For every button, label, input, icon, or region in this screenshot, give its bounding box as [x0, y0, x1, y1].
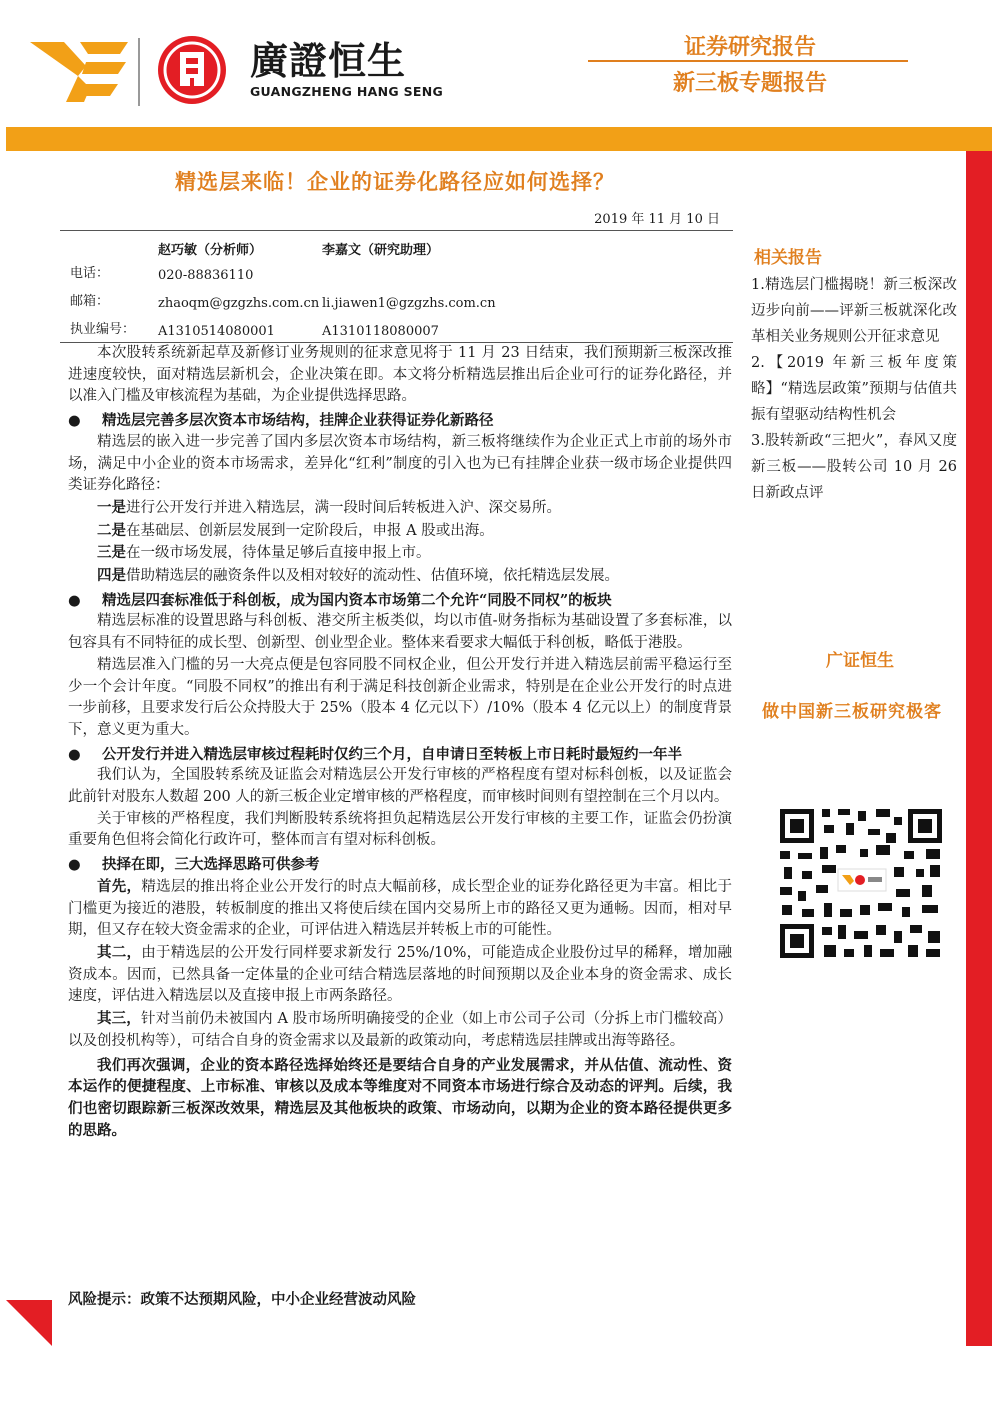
paragraph: 首先，精选层的推出将企业公开发行的时点大幅前移，成长型企业的证券化路径更为丰富。相比于门槛更为接近的港股，转板制度的推出又将使后续在国内交易所上市的路径又更为通畅。因而，相对早期，但又存在较大资金需求的企业，可评估进入精选层并转板上市的可能性。 — [68, 877, 733, 939]
email-label: 邮箱： — [70, 294, 110, 309]
paragraph: 精选层的嵌入进一步完善了国内多层次资本市场结构，新三板将继续作为企业正式上市前的场外市场，满足中小企业的资本市场需求，差异化“红利”制度的引入也为已有挂牌企业获一级市场企业提供四类证券化路径： — [68, 433, 732, 494]
intro-paragraph: 本次股转系统新起草及新修订业务规则的征求意见将于 11 月 23 日结束，我们预期新三板深改推进速度较快，面对精选层新机会，企业决策在即。本文将分析精选层推出后企业可行的证券化路径，并以准入门槛及审核流程为基础，为企业提供选择思路。 — [68, 345, 732, 405]
qr-code-icon[interactable] — [776, 805, 946, 962]
related-report-item[interactable]: 3.股转新政“三把火”，春风又度新三板——股转公司 10 月 26 日新政点评 — [751, 433, 957, 501]
closing-paragraph: 我们再次强调，企业的资本路径选择始终还是要结合自身的产业发展需求，并从估值、流动性、资本运作的便捷程度、上市标准、审核以及成本等维度对不同资本市场进行综合及动态的评判。后续，我们也密切跟踪新三板深改效果，精选层及其他板块的政策、市场动向，以期为企业的资本路径提供更多的思路。 — [68, 1056, 732, 1139]
route-item: 二是在基础层、创新层发展到一定阶段后，申报 A 股或出海。 — [97, 521, 494, 539]
bullet-icon: ● — [68, 412, 81, 430]
header-divider — [588, 60, 908, 62]
tel-value: 020-88836110 — [158, 268, 254, 283]
route-item: 四是借助精选层的融资条件以及相对较好的流动性、估值环境，依托精选层发展。 — [97, 567, 619, 585]
risk-warning: 风险提示：政策不达预期风险，中小企业经营波动风险 — [68, 1291, 416, 1308]
brand-name-cn: 廣證恒生 — [250, 39, 407, 83]
title-divider — [60, 230, 733, 231]
page-title: 精选层来临！企业的证券化路径应如何选择？ — [175, 169, 615, 194]
paragraph: 我们认为，全国股转系统及证监会对精选层公开发行审核的严格程度有望对标科创板，以及证监会此前针对股东人数超 200 人的新三板企业定增审核的严格程度，而审核时间则有望控制在三个月以内。 — [68, 767, 732, 806]
route-item: 三是在一级市场发展，待体量足够后直接申报上市。 — [97, 544, 431, 562]
bullet-heading-1: ● 精选层完善多层次资本市场结构，挂牌企业获得证券化新路径 — [68, 410, 732, 432]
license-1: A1310514080001 — [158, 324, 275, 339]
related-reports-heading: 相关报告 — [754, 248, 822, 268]
brand-name-en: GUANGZHENG HANG SENG — [250, 84, 444, 99]
email-2[interactable]: li.jiawen1@gzgzhs.com.cn — [322, 296, 496, 311]
report-date: 2019 年 11 月 10 日 — [594, 212, 720, 227]
bullet-icon: ● — [68, 591, 81, 609]
paragraph: 精选层标准的设置思路与科创板、港交所主板类似，均以市值-财务指标为基础设置了多套标准，以包容具有不同特征的成长型、创新型、创业型企业。整体来看要求大幅低于科创板，略低于港股。 — [68, 613, 732, 652]
bullet-heading-3: ● 公开发行并进入精选层审核过程耗时仅约三个月，自申请日至转板上市日耗时最短约一年半 — [68, 744, 732, 766]
bullet-heading-4: ● 抉择在即，三大选择思路可供参考 — [68, 854, 732, 876]
related-report-item[interactable]: 1.精选层门槛揭晓！新三板深改迈步向前——评新三板就深化改革相关业务规则公开征求意见 — [751, 277, 957, 345]
related-report-item[interactable]: 2.【2019 年新三板年度策略】“精选层政策”预期与估值共振有望驱动结构性机会 — [751, 355, 957, 423]
author-2: 李嘉文（研究助理） — [322, 243, 440, 258]
license-2: A1310118080007 — [322, 324, 439, 339]
corner-triangle — [6, 1300, 52, 1346]
author-1: 赵巧敏（分析师） — [158, 243, 263, 258]
sidebar-brand: 广证恒生 — [826, 651, 894, 671]
sidebar-motto: 做中国新三板研究极客 — [762, 702, 942, 722]
header-band — [6, 127, 992, 151]
side-red-bar — [966, 151, 992, 1346]
paragraph: 其三，针对当前仍未被国内 A 股市场所明确接受的企业（如上市公司子公司（分拆上市门槛较高）以及创投机构等），可结合自身的资金需求以及最新的政策动向，考虑精选层挂牌或出海等路径。 — [68, 1010, 733, 1049]
paragraph: 其二，由于精选层的公开发行同样要求新发行 25%/10%，可能造成企业股份过早的稀释，增加融资成本。因而，已然具备一定体量的企业可结合精选层落地的时间预期以及企业本身的资金需求、成长速度，评估进入精选层以及直接申报上市两条路径。 — [68, 943, 733, 1005]
tel-label: 电话： — [70, 266, 110, 281]
related-reports-list — [751, 272, 957, 506]
license-label: 执业编号： — [70, 322, 136, 337]
paragraph: 关于审核的严格程度，我们判断股转系统将担负起精选层公开发行审核的主要工作，证监会仍扮演重要角色但将会简化行政许可，整体而言有望对标科创板。 — [68, 810, 732, 849]
route-item: 一是进行公开发行并进入精选层，满一段时间后转板进入沪、深交易所。 — [97, 498, 561, 516]
paragraph: 精选层准入门槛的另一大亮点便是包容同股不同权企业，但公开发行并进入精选层前需平稳运行至少一个会计年度。“同股不同权”的推出有利于满足科技创新企业需求，特别是在企业公开发行的时点进一步前移，且要求发行后公众持股大于 25%（股本 4 亿元以下）/10%（股本 4 亿元以上）的制度背景下，意义更为重大。 — [68, 656, 732, 738]
report-type: 证券研究报告 — [683, 35, 816, 60]
bullet-heading-2: ● 精选层四套标准低于科创板，成为国内资本市场第二个允许“同股不同权”的板块 — [68, 590, 732, 612]
report-subtype: 新三板专题报告 — [672, 71, 827, 96]
bullet-icon: ● — [68, 745, 81, 763]
email-1[interactable]: zhaoqm@gzgzhs.com.cn — [158, 296, 320, 311]
bullet-icon: ● — [68, 856, 81, 874]
report-body — [68, 343, 732, 1141]
